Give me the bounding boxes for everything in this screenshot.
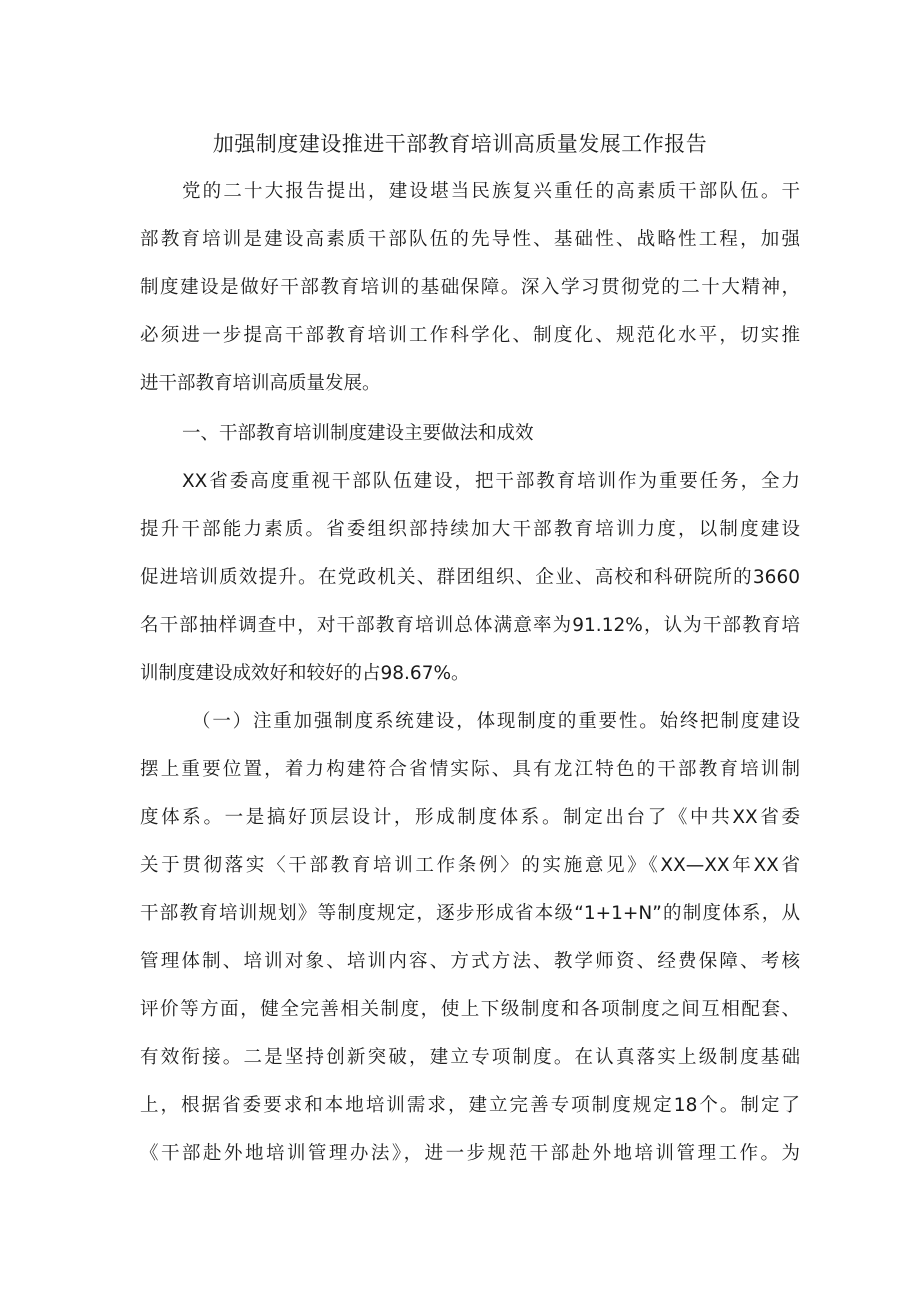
subsection-line: （一）注重加强制度系统建设，体现制度的重要性。始终把制度建设: [192, 711, 800, 732]
paragraph-line: 必须进一步提高干部教育培训工作科学化、制度化、规范化水平，切实推: [140, 325, 800, 346]
section-heading: 一、干部教育培训制度建设主要做法和成效: [182, 423, 534, 444]
paragraph-line: 上，根据省委要求和本地培训需求，建立完善专项制度规定18个。制定了: [140, 1095, 800, 1116]
paragraph-line: 管理体制、培训对象、培训内容、方式方法、教学师资、经费保障、考核: [140, 951, 800, 972]
paragraph-line: 《干部赴外地培训管理办法》，进一步规范干部赴外地培训管理工作。为: [140, 1143, 800, 1164]
paragraph-line: 名干部抽样调查中，对干部教育培训总体满意率为91.12%，认为干部教育培: [140, 615, 800, 636]
paragraph-line: 评价等方面，健全完善相关制度，使上下级制度和各项制度之间互相配套、: [140, 999, 800, 1020]
paragraph-line: 党的二十大报告提出，建设堪当民族复兴重任的高素质干部队伍。干: [182, 181, 800, 202]
paragraph-line: 部教育培训是建设高素质干部队伍的先导性、基础性、战略性工程，加强: [140, 229, 800, 250]
paragraph-line: 提升干部能力素质。省委组织部持续加大干部教育培训力度，以制度建设: [140, 519, 800, 540]
paragraph-line: 训制度建设成效好和较好的占98.67%。: [140, 663, 470, 684]
paragraph-line: 进干部教育培训高质量发展。: [140, 373, 381, 394]
paragraph-line: 制度建设是做好干部教育培训的基础保障。深入学习贯彻党的二十大精神，: [140, 277, 800, 298]
paragraph-line: 有效衔接。二是坚持创新突破，建立专项制度。在认真落实上级制度基础: [140, 1047, 800, 1068]
paragraph-line: 度体系。一是搞好顶层设计，形成制度体系。制定出台了《中共XX省委: [140, 807, 800, 828]
paragraph-line: 干部教育培训规划》等制度规定，逐步形成省本级“1+1+N”的制度体系，从: [140, 903, 800, 924]
paragraph-line: 摆上重要位置，着力构建符合省情实际、具有龙江特色的干部教育培训制: [140, 759, 800, 780]
document-title: 加强制度建设推进干部教育培训高质量发展工作报告: [212, 132, 708, 156]
paragraph-line: XX省委高度重视干部队伍建设，把干部教育培训作为重要任务，全力: [182, 471, 800, 492]
paragraph-line: 关于贯彻落实〈干部教育培训工作条例〉的实施意见》《XX—XX年XX省: [140, 855, 800, 876]
paragraph-line: 促进培训质效提升。在党政机关、群团组织、企业、高校和科研院所的3660: [140, 567, 800, 588]
